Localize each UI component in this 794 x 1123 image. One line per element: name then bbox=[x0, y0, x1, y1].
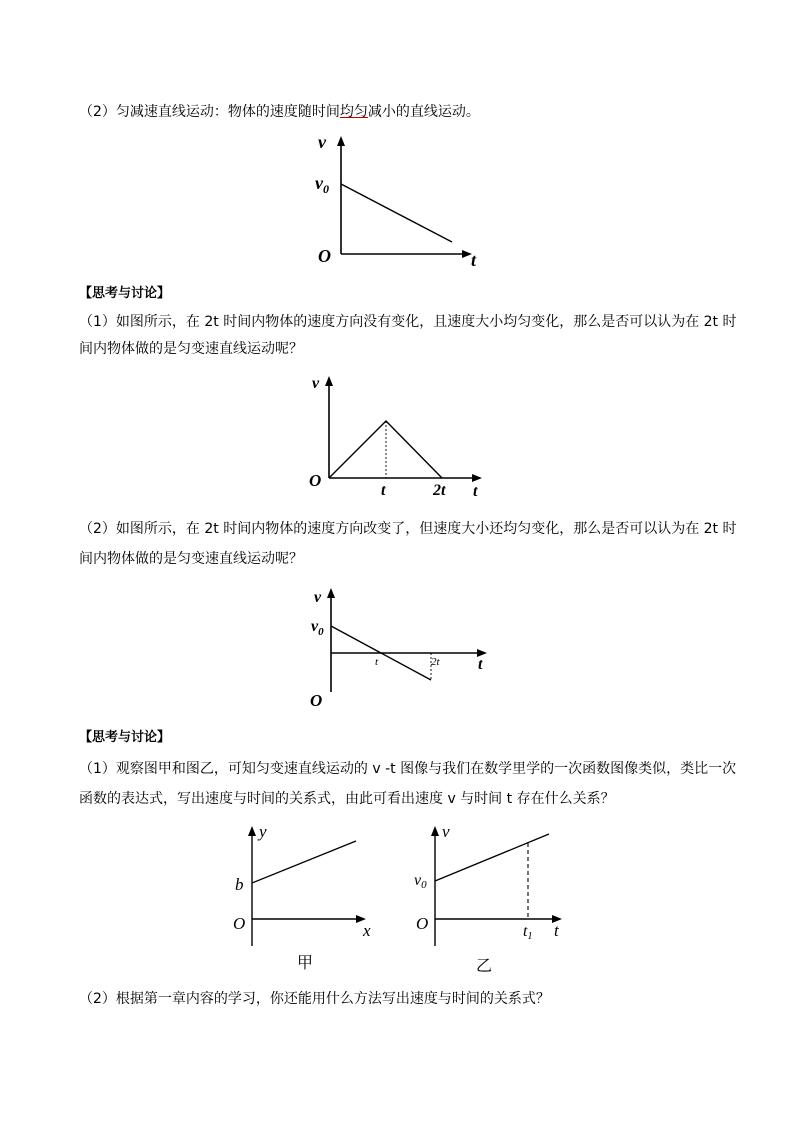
figure-triangle-vt-graph bbox=[300, 370, 500, 500]
v0-label bbox=[311, 618, 324, 638]
caption-jia: 甲 bbox=[297, 955, 314, 972]
t1-label bbox=[523, 923, 532, 942]
v-axis-label: v bbox=[318, 132, 326, 152]
t-axis-label: t bbox=[471, 250, 477, 270]
v0-main: v bbox=[414, 872, 422, 889]
v0-subscript: 0 bbox=[323, 182, 329, 196]
2t-tick-label: 2t bbox=[431, 656, 440, 668]
figure-crossing-vt-graph bbox=[300, 580, 500, 710]
v-axis-label: v bbox=[314, 589, 322, 606]
v0-subscript: 0 bbox=[318, 626, 324, 638]
v0-main: v bbox=[311, 618, 319, 635]
2t-tick-label: 2t bbox=[433, 482, 446, 499]
text-marked-word: 均匀 bbox=[339, 104, 368, 120]
v0-subscript: 0 bbox=[421, 879, 427, 891]
question2-line1: （2）如图所示，在 2t 时间内物体的速度方向改变了，但速度大小还均匀变化，那么是否可以认为在 2t 时 bbox=[79, 521, 737, 537]
t-axis-label: t bbox=[473, 483, 478, 500]
caption-yi: 乙 bbox=[476, 958, 493, 975]
question1-line1: （1）如图所示，在 2t 时间内物体的速度方向没有变化，且速度大小均匀变化，那么是否可以认为在 2t 时 bbox=[79, 314, 737, 330]
y-axis-arrow bbox=[248, 826, 256, 836]
velocity-line bbox=[341, 184, 452, 242]
figure-jia-linear-function bbox=[225, 818, 385, 978]
text-part: 减小的直线运动。 bbox=[367, 104, 480, 120]
figure-yi-vt-graph bbox=[408, 818, 578, 983]
t1-subscript: 1 bbox=[527, 931, 533, 942]
figure-deceleration-vt-graph bbox=[300, 130, 500, 270]
origin-label: O bbox=[233, 914, 246, 933]
v-axis-label: v bbox=[442, 822, 450, 841]
function-line bbox=[252, 841, 356, 883]
velocity-line bbox=[435, 834, 549, 881]
origin-label: O bbox=[416, 914, 429, 933]
question3-line2: 函数的表达式，写出速度与时间的关系式，由此可看出速度 v 与时间 t 存在什么关系？ bbox=[79, 791, 615, 807]
origin-label: O bbox=[309, 471, 322, 490]
question4: （2）根据第一章内容的学习，你还能用什么方法写出速度与时间的关系式？ bbox=[79, 991, 550, 1007]
t1-main: t bbox=[523, 923, 528, 940]
y-axis-label: y bbox=[259, 822, 267, 841]
v-axis-arrow bbox=[337, 136, 345, 146]
origin-label: O bbox=[310, 691, 323, 710]
v0-label bbox=[315, 173, 329, 196]
t-axis-label: t bbox=[478, 656, 483, 673]
velocity-rise-fall-line bbox=[329, 421, 442, 478]
v-axis-arrow bbox=[327, 588, 335, 598]
question3-line1: （1）观察图甲和图乙，可知匀变速直线运动的 v -t 图像与我们在数学里学的一次函数图像类似，类比一次 bbox=[79, 761, 737, 777]
v-axis-arrow bbox=[431, 826, 439, 836]
text-uniform-deceleration bbox=[79, 103, 480, 121]
x-axis-label: x bbox=[363, 921, 371, 940]
question2-line2: 间内物体做的是匀变速直线运动呢？ bbox=[79, 551, 303, 567]
origin-label: O bbox=[318, 246, 331, 266]
t-tick-label: t bbox=[381, 482, 386, 499]
t-axis-arrow bbox=[472, 474, 482, 482]
discussion-heading-1: 【思考与讨论】 bbox=[79, 286, 171, 301]
t-axis-label: t bbox=[554, 921, 559, 940]
v0-main: v bbox=[315, 173, 323, 193]
b-intercept-label: b bbox=[235, 875, 244, 894]
question1-line2: 间内物体做的是匀变速直线运动呢？ bbox=[79, 341, 303, 357]
v0-label bbox=[414, 872, 427, 891]
v-axis-arrow bbox=[325, 376, 333, 386]
v-axis-label: v bbox=[312, 375, 320, 392]
t-tick-label: t bbox=[375, 656, 379, 668]
text-part: （2）匀减速直线运动：物体的速度随时间 bbox=[79, 104, 340, 120]
discussion-heading-2: 【思考与讨论】 bbox=[79, 730, 171, 745]
